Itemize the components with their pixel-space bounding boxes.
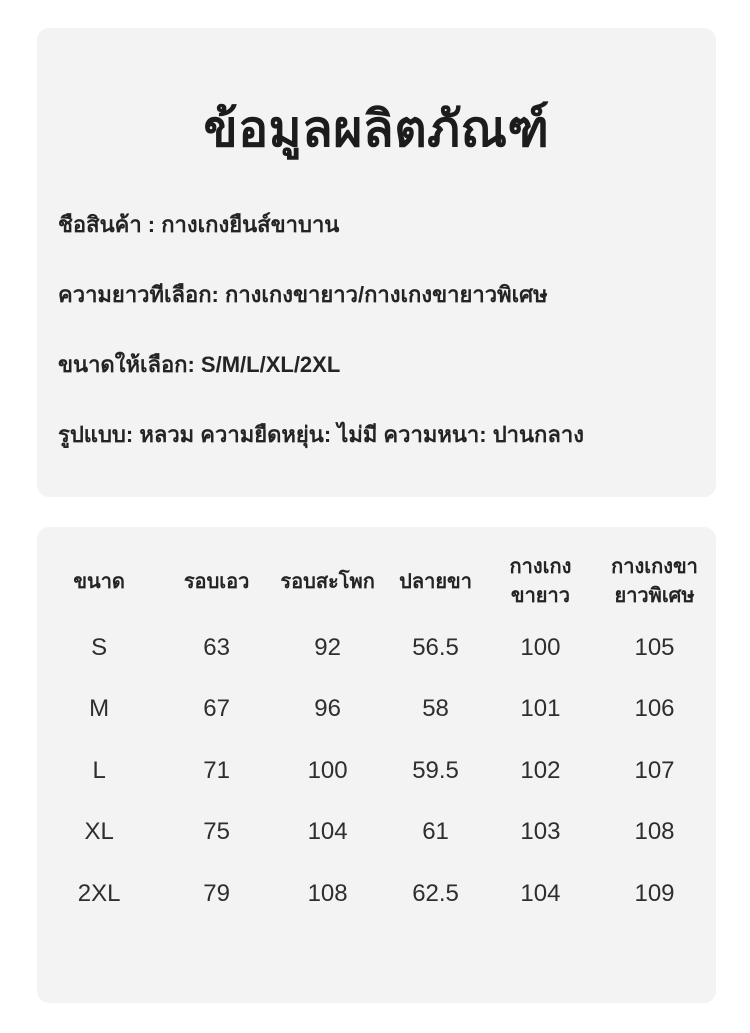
product-info-card [37, 28, 716, 497]
table-cell: 59.5 [412, 756, 459, 784]
header-cell-long-pants: กางเกง ขายาว [509, 556, 572, 607]
table-row [37, 617, 716, 679]
product-details [58, 210, 696, 450]
table-cell: 104 [520, 879, 561, 907]
table-cell: 79 [203, 879, 230, 907]
header-cell-extra-long-pants: กางเกงขา ยาวพิเศษ [611, 556, 698, 607]
table-cell: 109 [634, 879, 675, 907]
header-cell-size: ขนาด [73, 570, 125, 593]
table-cell: 104 [307, 818, 348, 846]
table-cell: 61 [422, 818, 449, 846]
table-cell: 62.5 [412, 879, 459, 907]
table-cell: 108 [634, 818, 675, 846]
table-cell: 63 [203, 633, 230, 661]
size-chart-card [37, 527, 716, 1003]
table-cell: 103 [520, 818, 561, 846]
table-cell: S [91, 633, 108, 661]
header-cell-leg-opening: ปลายขา [399, 570, 472, 593]
table-cell: 101 [520, 695, 561, 723]
size-options-line: ขนาดให้เลือก: S/M/L/XL/2XL [58, 352, 341, 377]
table-cell: XL [84, 818, 114, 846]
table-cell: 100 [520, 633, 561, 661]
table-cell: 56.5 [412, 633, 459, 661]
header-cell-waist: รอบเอว [183, 570, 250, 593]
table-cell: 96 [314, 695, 341, 723]
table-cell: 106 [634, 695, 675, 723]
table-cell: L [92, 756, 106, 784]
table-cell: 107 [634, 756, 675, 784]
table-header-row [37, 547, 716, 617]
table-row [37, 802, 716, 864]
table-cell: 75 [203, 818, 230, 846]
table-cell: M [89, 695, 110, 723]
table-row [37, 863, 716, 925]
table-cell: 2XL [77, 879, 121, 907]
table-row [37, 679, 716, 741]
table-cell: 71 [203, 756, 230, 784]
page-title: ข้อมูลผลิตภัณฑ์ [203, 101, 550, 157]
header-cell-hip: รอบสะโพก [280, 570, 375, 593]
table-row [37, 740, 716, 802]
style-properties-line: รูปแบบ: หลวม ความยืดหยุ่น: ไม่มี ความหนา: ปานกลาง [58, 422, 584, 447]
table-cell: 108 [307, 879, 348, 907]
table-cell: 105 [634, 633, 675, 661]
size-chart-table [37, 527, 716, 925]
product-name-line: ชือสินค้า : กางเกงยืนส์ขาบาน [58, 212, 340, 237]
table-cell: 58 [422, 695, 449, 723]
table-cell: 67 [203, 695, 230, 723]
table-cell: 102 [520, 756, 561, 784]
length-options-line: ความยาวทีเลือก: กางเกงขายาว/กางเกงขายาวพิเศษ [58, 282, 548, 307]
table-cell: 92 [314, 633, 341, 661]
table-cell: 100 [307, 756, 348, 784]
